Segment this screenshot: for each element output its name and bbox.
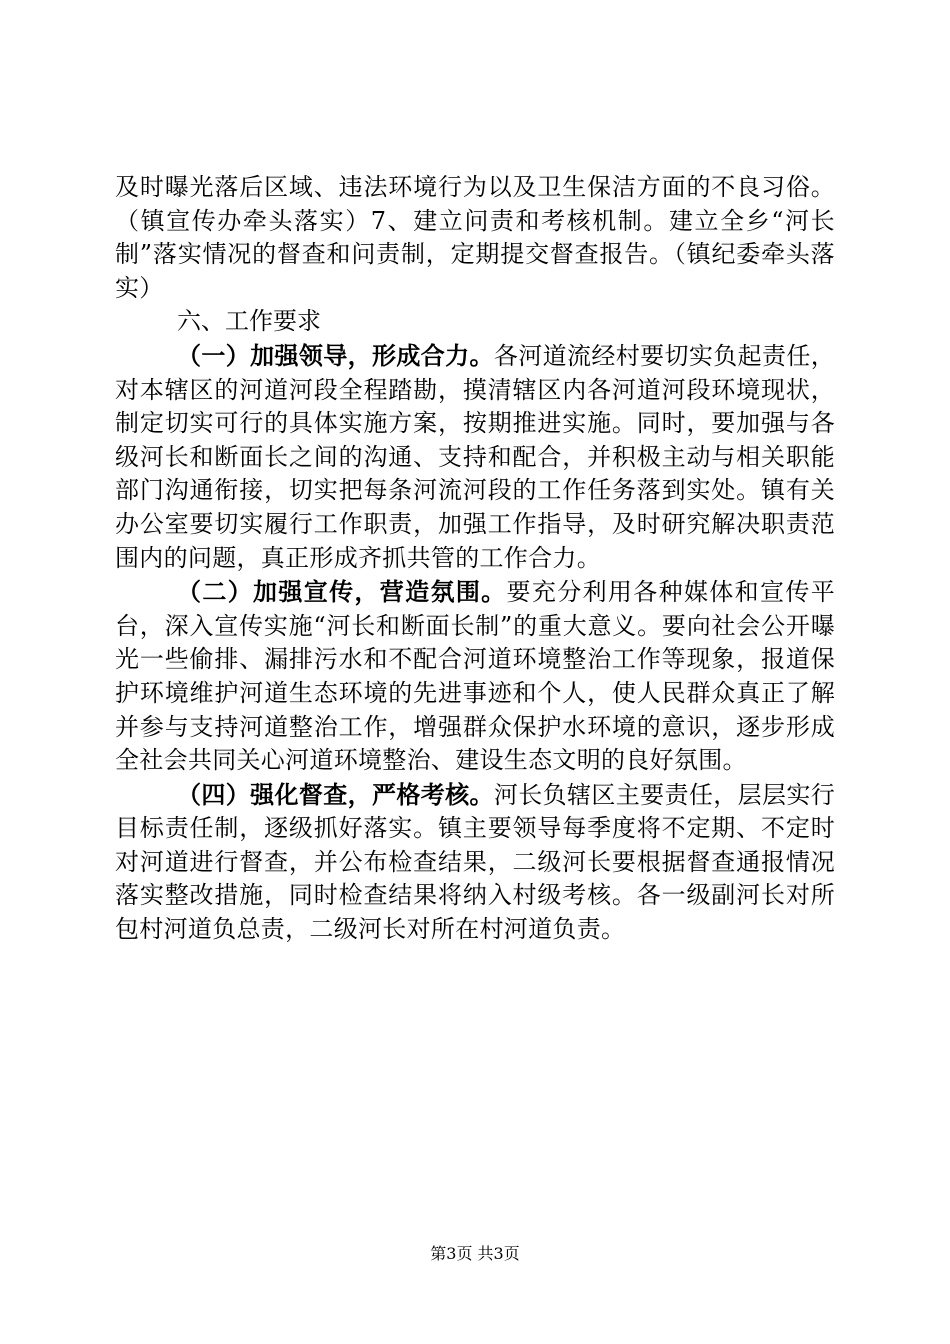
document-body xyxy=(115,171,835,947)
requirement-body-1: 各河道流经村要切实负起责任，对本辖区的河道河段全程踏勘，摸清辖区内各河道河段环境现状，制定切实可行的具体实施方案，按期推进实施。同时，要加强与各级河长和断面长之间的沟通、支持和配合，并积极主动与相关职能部门沟通衔接，切实把每条河流河段的工作任务落到实处。镇有关办公室要切实履行工作职责，加强工作指导，及时研究解决职责范围内的问题，真正形成齐抓共管的工作合力。 xyxy=(115,341,836,572)
requirement-body-3: 河长负辖区主要责任，层层实行目标责任制，逐级抓好落实。镇主要领导每季度将不定期、不定时对河道进行督查，并公布检查结果，二级河长要根据督查通报情况落实整改措施，同时检查结果将纳入村级考核。各一级副河长对所包村河道负总责，二级河长对所在村河道负责。 xyxy=(115,780,836,944)
requirement-paragraph-3 xyxy=(115,778,835,947)
requirement-lead-1: （一）加强领导，形成合力。 xyxy=(177,340,494,370)
requirement-paragraph-1 xyxy=(115,339,835,575)
requirement-lead-2: （二）加强宣传，营造氛围。 xyxy=(177,577,507,607)
section-heading: 六、工作要求 xyxy=(177,307,321,336)
intro-paragraph: 及时曝光落后区域、违法环境行为以及卫生保洁方面的不良习俗。（镇宣传办牵头落实）7、建立问责和考核机制。建立全乡“河长制”落实情况的督查和问责制，定期提交督查报告。（镇纪委牵头落实） xyxy=(115,173,835,302)
requirement-paragraph-2 xyxy=(115,575,835,778)
page-number-footer: 第3页 共3页 xyxy=(430,1244,520,1263)
requirement-body-2: 要充分利用各种媒体和宣传平台，深入宣传实施“河长和断面长制”的重大意义。要向社会公开曝光一些偷排、漏排污水和不配合河道环境整治工作等现象，报道保护环境维护河道生态环境的先进事迹和个人，使人民群众真正了解并参与支持河道整治工作，增强群众保护水环境的意识，逐步形成全社会共同关心河道环境整治、建设生态文明的良好氛围。 xyxy=(115,578,836,775)
requirement-lead-3: （四）强化督查，严格考核。 xyxy=(177,779,494,809)
